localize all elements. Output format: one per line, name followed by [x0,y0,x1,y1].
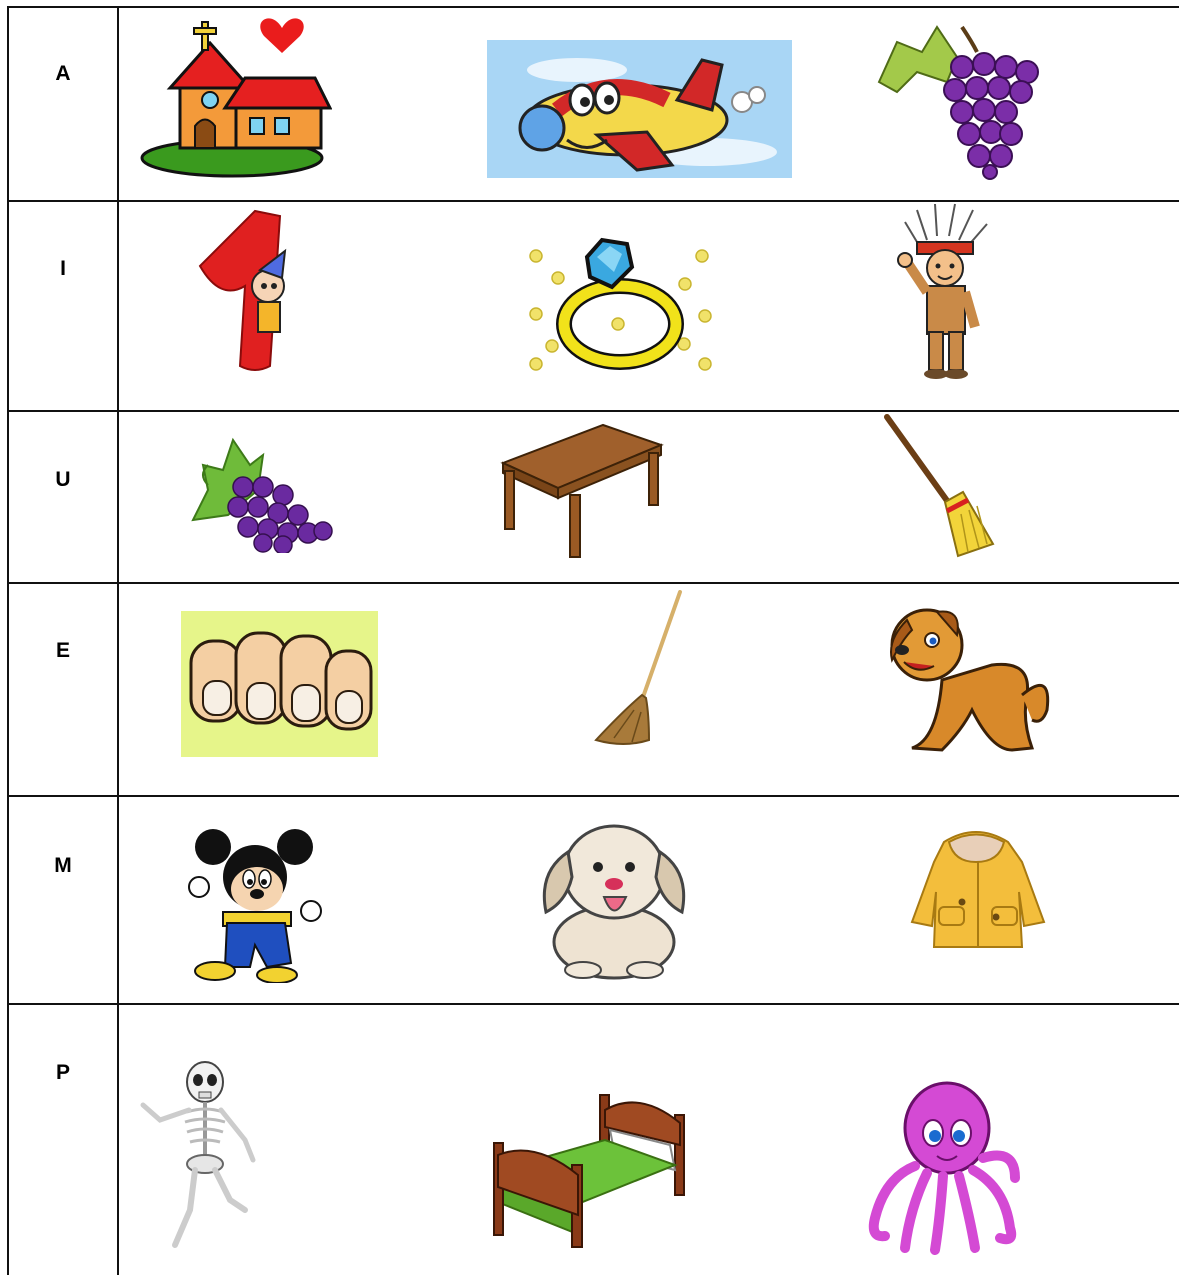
grapes-icon [877,22,1042,180]
row-divider [7,1003,1179,1005]
row-divider [7,795,1179,797]
number-one-icon [190,206,302,376]
grapes-icon [188,435,336,553]
row-letter-a: A [55,62,71,85]
row-letter-u: U [55,468,71,491]
fingernails-icon [181,611,378,757]
row-letter-m: M [54,854,72,877]
native-boy-icon [895,202,1010,380]
row-divider [7,582,1179,584]
table-icon [498,423,666,560]
broom-icon [594,590,686,750]
skeleton-icon [135,1060,260,1255]
raincoat-icon [904,822,1052,956]
airplane-icon [487,40,792,178]
broom-icon [883,414,995,560]
mickey-mouse-icon [185,827,323,983]
row-letter-e: E [55,639,70,662]
row-letter-i: I [60,257,66,280]
row-letter-p: P [55,1061,70,1084]
bed-icon [490,1085,690,1250]
puppy-icon [538,812,690,980]
ring-icon [522,232,717,374]
column-divider [117,6,119,1275]
dog-icon [882,600,1057,756]
church-icon [140,8,332,180]
octopus-icon [865,1078,1023,1255]
row-divider [7,410,1179,412]
